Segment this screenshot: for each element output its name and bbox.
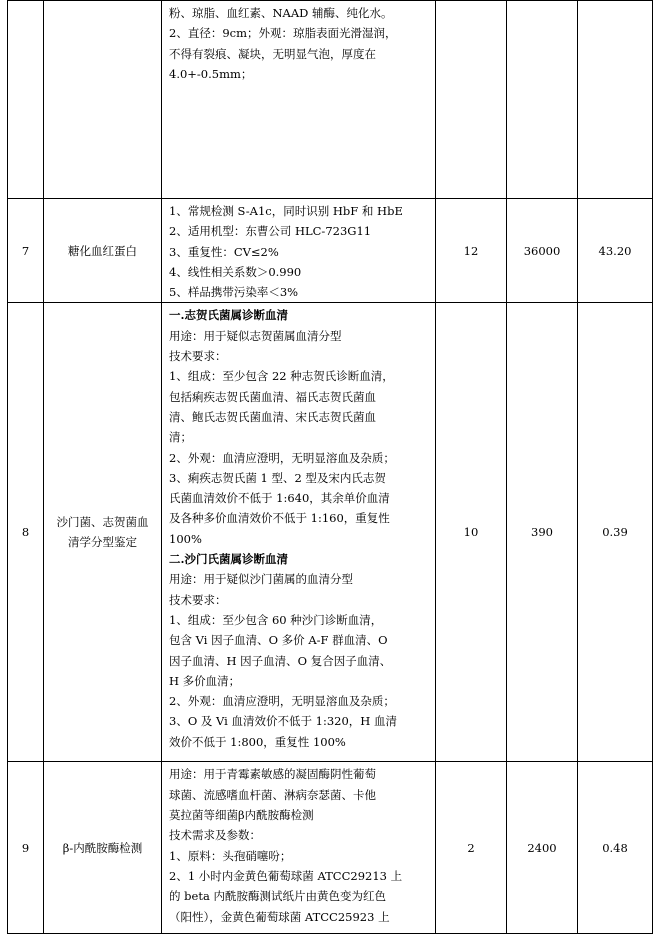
spec-section-heading: 一.志贺氏菌属诊断血清 <box>169 308 289 323</box>
item-name-line: 清学分型鉴定 <box>68 535 137 550</box>
table-row <box>8 762 653 934</box>
spec-line: 清、鲍氏志贺氏菌血清、宋氏志贺氏菌血 <box>169 409 376 424</box>
item-name <box>44 762 162 934</box>
spec-section-heading: 二.沙门氏菌属诊断血清 <box>169 552 289 567</box>
total-amount: 43.20 <box>578 199 653 303</box>
spec-line: 包含 Vi 因子血清、O 多价 A-F 群血清、O <box>169 633 388 648</box>
item-name <box>44 303 162 762</box>
item-name-line: β-内酰胺酶检测 <box>62 840 143 855</box>
spec-line: 氏菌血清效价不低于 1:640，其余单价血清 <box>169 491 390 506</box>
spec-line: 2、1 小时内金黄色葡萄球菌 ATCC29213 上 <box>169 868 403 883</box>
quantity <box>436 1 507 199</box>
row-number: 8 <box>8 303 44 762</box>
row-number: 7 <box>8 199 44 303</box>
unit-price: 2400 <box>507 762 578 934</box>
spec-line: 用途：用于青霉素敏感的凝固酶阴性葡萄 <box>169 767 376 782</box>
spec-line: 莫拉菌等细菌β内酰胺酶检测 <box>169 808 314 823</box>
spec-line: 的 beta 内酰胺酶测试纸片由黄色变为红色 <box>169 889 386 904</box>
spec-line: 粉、琼脂、血红素、NAAD 辅酶、纯化水。 <box>169 6 393 20</box>
spec-cell <box>162 762 436 934</box>
table-row <box>8 1 653 199</box>
spec-cell <box>162 1 436 199</box>
spec-cell <box>162 303 436 762</box>
item-name <box>44 1 162 199</box>
row-number <box>8 1 44 199</box>
unit-price <box>507 1 578 199</box>
spec-line: 2、适用机型：东曹公司 HLC-723G11 <box>169 224 372 239</box>
row-number: 9 <box>8 762 44 934</box>
spec-line: 2、直径：9cm；外观：琼脂表面光滑湿润， <box>169 26 397 41</box>
quantity: 2 <box>436 762 507 934</box>
spec-line: 2、外观：血清应澄明，无明显溶血及杂质； <box>169 450 395 465</box>
spec-line: 用途：用于疑似志贺菌属血清分型 <box>169 328 342 343</box>
procurement-table <box>7 0 653 934</box>
quantity: 12 <box>436 199 507 303</box>
spec-line: 1、组成：至少包含 22 种志贺氏诊断血清， <box>169 369 394 384</box>
table-row <box>8 303 653 762</box>
spec-line: 球菌、流感嗜血杆菌、淋病奈瑟菌、卡他 <box>169 787 376 802</box>
table-body <box>8 1 653 934</box>
spec-cell <box>162 199 436 303</box>
spec-line: 3、重复性：CV≤2% <box>169 244 279 259</box>
spec-line: 不得有裂痕、凝块，无明显气泡，厚度在 <box>169 46 376 61</box>
spec-line: 3、痢疾志贺氏菌 1 型、2 型及宋内氏志贺 <box>169 470 386 485</box>
total-amount: 0.39 <box>578 303 653 762</box>
spec-line: 用途：用于疑似沙门菌属的血清分型 <box>169 572 353 587</box>
spec-line: 2、外观：血清应澄明，无明显溶血及杂质； <box>169 694 395 709</box>
spec-line: 技术要求： <box>169 592 227 607</box>
spec-line: 包括痢疾志贺氏菌血清、福氏志贺氏菌血 <box>169 389 376 404</box>
spec-line: 因子血清、H 因子血清、O 复合因子血清、 <box>169 653 392 668</box>
spec-line: （阳性），金黄色葡萄球菌 ATCC25923 上 <box>169 909 390 924</box>
total-amount <box>578 1 653 199</box>
spec-line: 100% <box>169 531 202 546</box>
spec-line: H 多价血清； <box>169 673 241 688</box>
spec-line: 1、原料：头孢硝噻吩； <box>169 848 292 863</box>
quantity: 10 <box>436 303 507 762</box>
spec-line: 5、样品携带污染率＜3% <box>169 285 299 300</box>
item-name-line: 糖化血红蛋白 <box>68 243 137 258</box>
spec-line: 技术需求及参数： <box>169 828 261 843</box>
spec-line: 效价不低于 1:800，重复性 100% <box>169 734 346 749</box>
table-row <box>8 199 653 303</box>
total-amount: 0.48 <box>578 762 653 934</box>
spec-line: 技术要求： <box>169 349 227 364</box>
item-name <box>44 199 162 303</box>
spec-line: 1、常规检测 S-A1c，同时识别 HbF 和 HbE <box>169 204 403 218</box>
item-name-line: 沙门菌、志贺菌血 <box>56 515 149 530</box>
spec-line: 清； <box>169 430 192 445</box>
spec-line: 4.0+-0.5mm； <box>169 66 253 81</box>
unit-price: 36000 <box>507 199 578 303</box>
spec-line: 及各种多价血清效价不低于 1:160，重复性 <box>169 511 390 526</box>
spec-line: 1、组成：至少包含 60 种沙门诊断血清， <box>169 612 383 627</box>
spec-line: 3、O 及 Vi 血清效价不低于 1:320，H 血清 <box>169 714 397 729</box>
spec-line: 4、线性相关系数＞0.990 <box>169 264 302 279</box>
unit-price: 390 <box>507 303 578 762</box>
